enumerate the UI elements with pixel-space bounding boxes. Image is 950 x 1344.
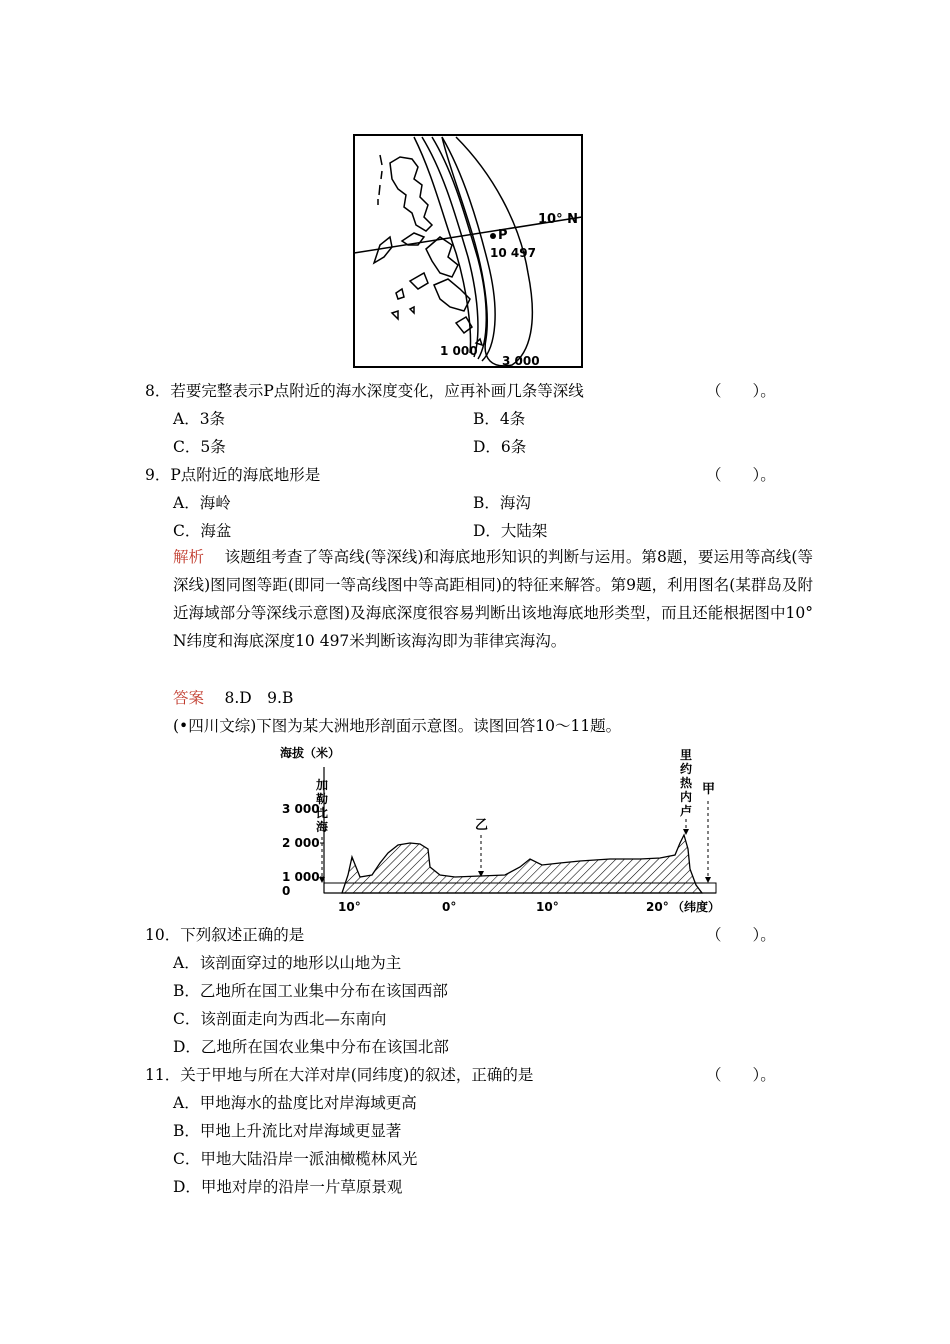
arrowhead [705, 877, 711, 883]
label-char: 海 [316, 820, 329, 834]
q11-option-a[interactable]: A．甲地海水的盐度比对岸海域更高 [173, 1094, 417, 1112]
label-yi: 乙 [475, 818, 489, 833]
label-char: 卢 [680, 804, 693, 818]
q10-stem: 10．下列叙述正确的是 [145, 926, 305, 944]
explanation-label: 解析 [173, 548, 205, 566]
label-char: 比 [316, 806, 329, 820]
x-tick-10n: 10° [536, 900, 559, 914]
q9-option-c[interactable]: C．海盆 [173, 522, 232, 540]
y-tick-3000: 3 000 [282, 802, 320, 816]
q10-option-b[interactable]: B．乙地所在国工业集中分布在该国西部 [173, 982, 448, 1000]
y-axis-title: 海拔（米） [280, 746, 341, 760]
x-tick-0: 0° [442, 900, 457, 914]
point-p-label: P [498, 228, 508, 243]
q11-stem: 11．关于甲地与所在大洋对岸(同纬度)的叙述，正确的是 [145, 1066, 534, 1084]
y-tick-1000: 1 000 [282, 870, 320, 884]
point-p-marker [490, 233, 496, 239]
x-tick-10s: 10° [338, 900, 361, 914]
answer-label: 答案 [173, 689, 205, 707]
q8-answer-bracket[interactable]: （ ）。 [706, 382, 776, 400]
q10-option-a[interactable]: A．该剖面穿过的地形以山地为主 [173, 954, 402, 972]
q8-option-b[interactable]: B．4条 [473, 410, 526, 428]
label-char: 勒 [316, 792, 329, 806]
y-tick-2000: 2 000 [282, 836, 320, 850]
q9-option-d[interactable]: D．大陆架 [473, 522, 548, 540]
x-tick-20: 20° [646, 900, 669, 914]
label-rio [680, 748, 693, 818]
answer-text: 8.D 9.B [224, 689, 294, 707]
q9-option-b[interactable]: B．海沟 [473, 494, 531, 512]
label-char: 热 [680, 776, 693, 790]
q10-option-d[interactable]: D．乙地所在国农业集中分布在该国北部 [173, 1038, 449, 1056]
q8-option-c[interactable]: C．5条 [173, 438, 226, 456]
label-caribbean [315, 777, 329, 834]
label-char: 内 [680, 790, 693, 804]
q10-option-c[interactable]: C．该剖面走向为西北—东南向 [173, 1010, 387, 1028]
q8-option-d[interactable]: D．6条 [473, 438, 527, 456]
y-tick-0: 0 [282, 884, 291, 898]
terrain-profile-chart [280, 745, 725, 918]
bathymetric-contour-map [352, 133, 584, 371]
label-jia: 甲 [702, 782, 716, 797]
q11-answer-bracket[interactable]: （ ）。 [706, 1066, 776, 1084]
label-char: 加 [316, 778, 329, 792]
q9-answer-bracket[interactable]: （ ）。 [706, 466, 776, 484]
explanation-text: 该题组考查了等高线(等深线)和海底地形知识的判断与运用。第8题，要运用等高线(等深线)图同图等距(即同一等高线图中等高距相同)的特征来解答。第9题，利用图名(某群岛及附近海域部分等深线示意图)及海底深度很容易判断出该地海底地形类型，而且还能根据图中10° N纬度和海底深度10 497米判断该海沟即为菲律宾海沟。 [173, 548, 813, 650]
answer-line [173, 688, 293, 708]
section-intro: (•四川文综)下图为某大洲地形剖面示意图。读图回答10～11题。 [173, 717, 622, 735]
latitude-label: 10° N [538, 212, 578, 227]
depth-label: 10 497 [490, 246, 536, 260]
q10-answer-bracket[interactable]: （ ）。 [706, 926, 776, 944]
q9-option-a[interactable]: A．海岭 [173, 494, 231, 512]
label-char: 里 [680, 748, 693, 762]
q9-stem: 9．P点附近的海底地形是 [145, 466, 321, 484]
q8-stem: 8．若要完整表示P点附近的海水深度变化，应再补画几条等深线 [145, 382, 584, 400]
terrain-profile [342, 835, 702, 893]
contour-label-1000: 1 000 [440, 344, 478, 358]
explanation-block [173, 543, 813, 655]
q8-option-a[interactable]: A．3条 [173, 410, 226, 428]
q11-option-b[interactable]: B．甲地上升流比对岸海域更显著 [173, 1122, 402, 1140]
contour-label-3000: 3 000 [502, 354, 540, 368]
q11-option-c[interactable]: C．甲地大陆沿岸一派油橄榄林风光 [173, 1150, 418, 1168]
x-axis-title: （纬度） [672, 900, 721, 914]
q11-option-d[interactable]: D．甲地对岸的沿岸一片草原景观 [173, 1178, 403, 1196]
label-char: 约 [680, 762, 693, 776]
